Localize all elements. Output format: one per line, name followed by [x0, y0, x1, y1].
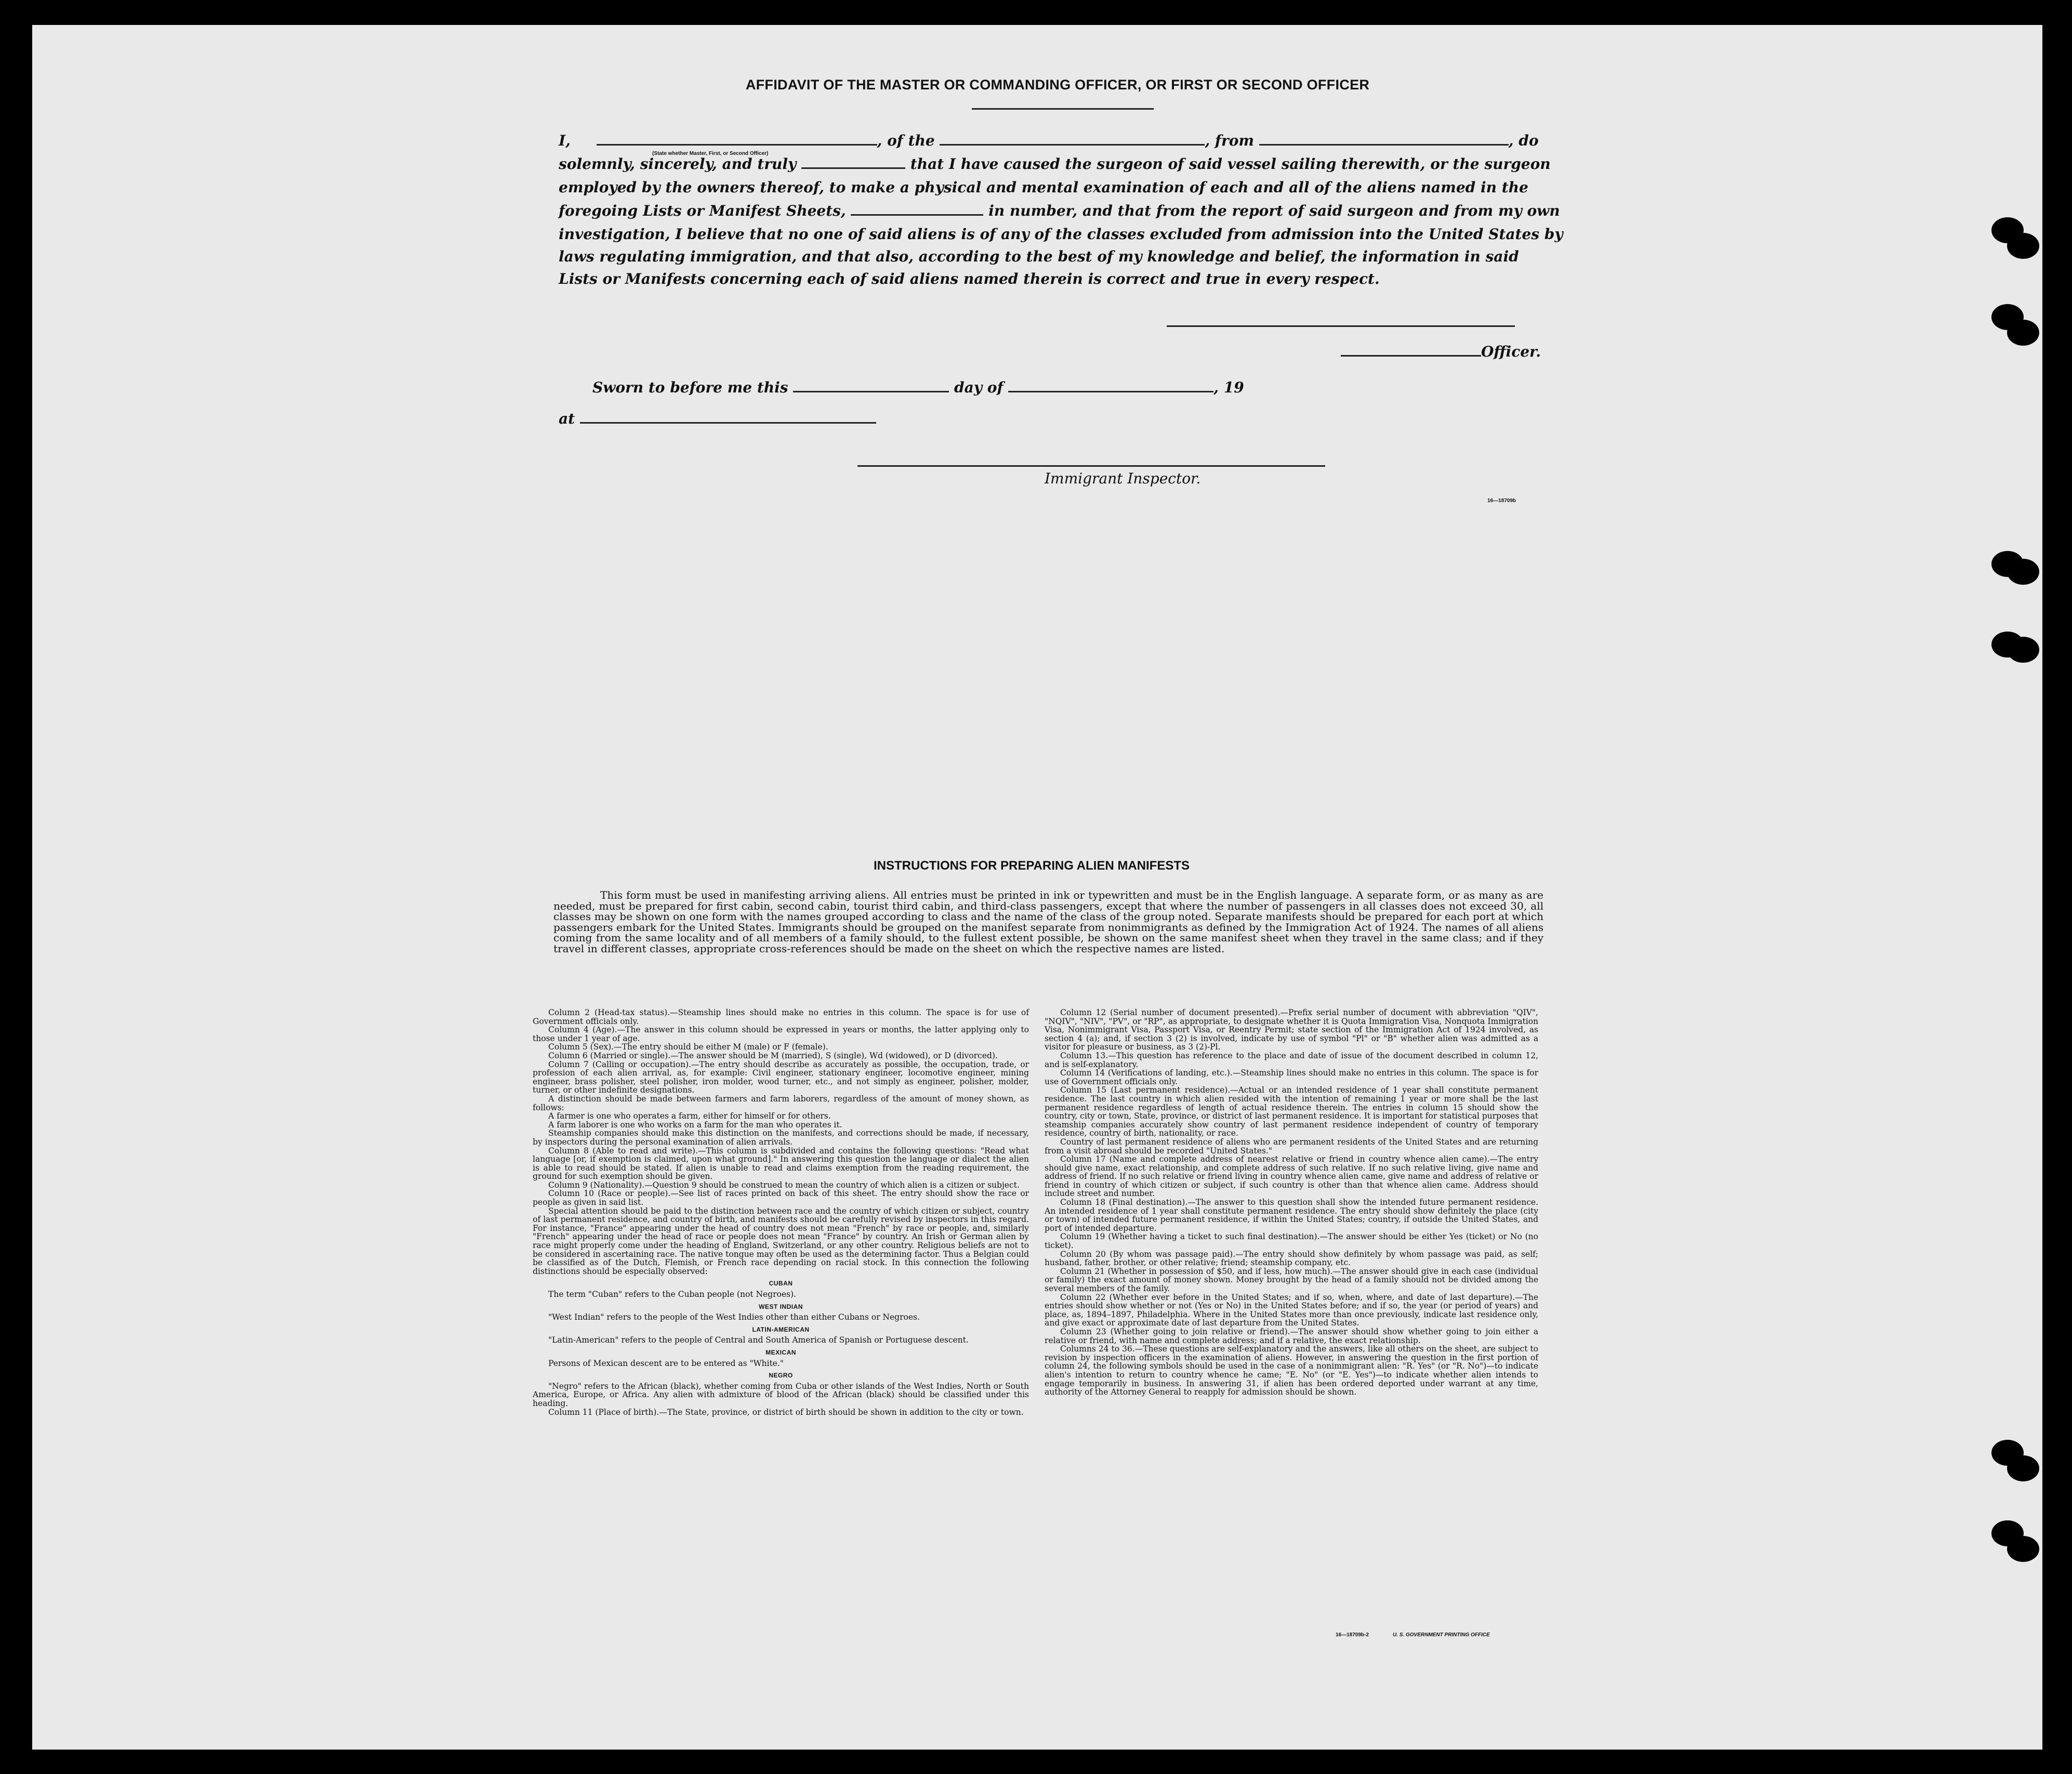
inspector-label: Immigrant Inspector.	[1045, 470, 1201, 487]
sworn-text: , 19	[1213, 379, 1244, 396]
negro-heading: NEGRO	[769, 1372, 793, 1379]
binder-hole	[2007, 1455, 2039, 1481]
oath-word-field[interactable]	[801, 167, 905, 169]
westindian-text: "West Indian" refers to the people of the West Indies other than either Cubans or Negroes.	[548, 1312, 920, 1322]
aff-text: in number, and that from the report of said surgeon and from my own	[988, 202, 1560, 219]
instruction-paragraph: Column 5 (Sex).—The entry should be either M (male) or F (female).	[548, 1042, 828, 1052]
aff-text: foregoing Lists or Manifest Sheets,	[559, 202, 846, 219]
signature-line[interactable]	[1167, 325, 1515, 327]
instruction-paragraph: Column 10 (Race or people).—See list of races printed on back of this sheet. The entry should show the race or people as given in said list.	[533, 1189, 1029, 1207]
instruction-paragraph: Column 13.—This question has reference to the place and date of issue of the document described in column 12, and is self-explanatory.	[1045, 1050, 1538, 1069]
officer-rank-hint: (State whether Master, First, or Second Officer)	[652, 151, 769, 156]
sworn-line	[592, 377, 1582, 399]
binder-hole	[2007, 559, 2039, 585]
inspector-signature-line[interactable]	[857, 465, 1325, 467]
officer-rank-field[interactable]	[597, 144, 877, 146]
instructions-title: INSTRUCTIONS FOR PREPARING ALIEN MANIFESTS	[873, 859, 1190, 873]
affidavit-line-2	[559, 153, 1549, 175]
at-line	[559, 408, 922, 430]
latin-heading: LATIN-AMERICAN	[752, 1325, 810, 1333]
aff-ofthe: , of the	[877, 132, 935, 149]
port-from-field[interactable]	[1259, 144, 1509, 146]
instruction-paragraph: Column 8 (Able to read and write).—This column is subdivided and contains the following questions: "Read what language [or, if exemption is claimed, upon what ground]." In answering this question the language or dialect the alien is able to read should be stated. If alien is unable to read and claims exemption from the reading requirement, the ground for such exemption should be given.	[533, 1146, 1029, 1181]
instruction-paragraph: Column 22 (Whether ever before in the United States; and if so, when, where, and date of last departure).—The entries should show whether or not (Yes or No) in the United States before; and if so, the year (or period of years) and place, as, 1894–1897, Philadelphia. Where in the United States more than once previously, indicate last residence only, and give exact or approximate date of last departure from the United States.	[1045, 1292, 1538, 1328]
instruction-paragraph: A farm laborer is one who works on a farm for the man who operates it.	[548, 1120, 842, 1129]
cuban-text: The term "Cuban" refers to the Cuban people (not Negroes).	[548, 1290, 796, 1299]
cuban-heading: CUBAN	[769, 1280, 793, 1287]
affidavit-line-7: Lists or Manifests concerning each of said aliens named therein is correct and true in every respect.	[559, 270, 1380, 287]
sworn-day-field[interactable]	[793, 391, 949, 392]
instruction-paragraph: Column 7 (Calling or occupation).—The entry should describe as accurately as possible, the occupation, trade, or profession of each alien arrival, as, for example: Civil engineer, stationary engineer, locomotive engineer, mining engineer, brass polisher, steel polisher, iron molder, wood turner, etc., and not simply as engineer, polisher, molder, turner, or other indefinite designations.	[533, 1059, 1029, 1095]
officer-label: Officer.	[1481, 343, 1541, 360]
instruction-paragraph: Column 18 (Final destination).—The answer to this question shall show the intended future permanent residence. An intended residence of 1 year shall constitute permanent residence. The entry should show definitely the place (city or town) of intended future permanent residence, if within the United States; country, if outside the United States, and port of intended departure.	[1045, 1198, 1538, 1233]
instructions-right-column	[1045, 1008, 1538, 1397]
instruction-paragraph: Column 12 (Serial number of document presented).—Prefix serial number of document with abbreviation "QIV", "NQIV", "NIV", "PV", or "RP", as appropriate, to designate whether it is Quota Immigration Visa, Nonquota Immigration Visa, Nonimmigrant Visa, Passport Visa, or Reentry Permit; state section of the Immigration Act of 1924 involved, as section 4 (a); and, if section 3 (2) is involved, indicate by use of symbol "Pl" or "B" whether alien was admitted as a visitor for pleasure or business, as 3 (2)-Pl.	[1045, 1008, 1538, 1052]
sworn-month-field[interactable]	[1008, 391, 1213, 392]
instruction-paragraph: Column 15 (Last permanent residence).—Actual or an intended residence of 1 year shall constitute permanent residence. The last country in which alien resided with the intention of remaining 1 year or more shall be the last permanent residence regardless of length of actual residence therein. The entries in column 15 should show the country, city or town, State, province, or district of last permanent residence. It is important for statistical purposes that steamship companies accurately show country of last permanent residence independent of country of temporary residence, country of birth, nationality, or race.	[1045, 1085, 1538, 1138]
intro-text: This form must be used in manifesting arriving aliens. All entries must be printed in ink or typewritten and must be in the English language. A separate form, or as many as are needed, must be prepared for first cabin, second cabin, tourist third cabin, and third-class passengers, except that where the number of passengers in all classes does not exceed 30, all classes may be shown on one form with the names grouped according to class and the name of the class of the group noted. Separate manifests should be prepared for each port at which passengers embark for the United States. Immigrants should be grouped on the manifest separate from nonimmigrants as defined by the Immigration Act of 1924. The names of all aliens coming from the same locality and of all members of a family should, to the fullest extent possible, be shown on the same manifest sheet when they travel in the same class; and if they travel in different classes, appropriate cross-references should be made on the sheet on which the respective names are listed.	[553, 889, 1543, 955]
instruction-paragraph: Column 20 (By whom was passage paid).—The entry should show definitely by whom passage was paid, as self; husband, father, brother, or other relative; friend; steamship company, etc.	[1045, 1249, 1538, 1268]
footer-printer: U. S. GOVERNMENT PRINTING OFFICE	[1393, 1632, 1490, 1638]
instruction-paragraph: Column 4 (Age).—The answer in this column should be expressed in years or months, the latter applying only to those under 1 year of age.	[533, 1025, 1029, 1043]
instruction-paragraph: Column 2 (Head-tax status).—Steamship lines should make no entries in this column. The space is for use of Government officials only.	[533, 1008, 1029, 1026]
sworn-place-field[interactable]	[580, 422, 876, 424]
instruction-paragraph: Columns 24 to 36.—These questions are self-explanatory and the answers, like all others on the sheet, are subject to revision by inspection officers in the examination of aliens. However, in answering the question in the first portion of column 24, the following symbols should be used in the case of a nonimmigrant alien: "R. Yes" (or "R. No")—to indicate alien's intention to return to country whence he came; "E. No" (or "E. Yes")—to indicate whether alien intends to engage temporarily in business. In answering 31, if alien has been ordered deported under warrant at any time, authority of the Attorney General to reapply for admission should be shown.	[1045, 1344, 1538, 1397]
at-label: at	[559, 410, 575, 427]
mexican-heading: MEXICAN	[766, 1348, 796, 1356]
sheet-count-field[interactable]	[851, 214, 983, 216]
binder-hole	[2007, 1536, 2039, 1562]
affidavit-title: AFFIDAVIT OF THE MASTER OR COMMANDING OFFICER, OR FIRST OR SECOND OFFICER	[745, 77, 1370, 93]
affidavit-line-3: employed by the owners thereof, to make a physical and mental examination of each and all of the aliens named in the	[559, 179, 1528, 196]
negro-text: "Negro" refers to the African (black), whether coming from Cuba or other islands of the West Indies, North or South America, Europe, or Africa. Any alien with admixture of blood of the African (black) should be classified under this heading.	[533, 1381, 1029, 1408]
instruction-paragraph: Column 17 (Name and complete address of nearest relative or friend in country whence alien came).—The entry should give name, exact relationship, and complete address of such relative. If no such relative living, give name and address of friend. If no such relative or friend living in country whence alien came, give name and address of relative or friend in country of which citizen or subject, if such country is other than that whence alien came. Address should include street and number.	[1045, 1154, 1538, 1199]
form-code: 16—18709b	[1487, 498, 1516, 504]
affidavit-line-4	[559, 200, 1560, 222]
latin-text: "Latin-American" refers to the people of Central and South America of Spanish or Portuguese descent.	[548, 1335, 969, 1345]
binder-hole	[2007, 233, 2039, 259]
mexican-text: Persons of Mexican descent are to be entered as "White."	[548, 1358, 784, 1368]
instruction-paragraph: Column 21 (Whether in possession of $50, and if less, how much).—The answer should give in each case (individual or family) the exact amount of money shown. Money brought by the head of a family should not be divided among the several members of the family.	[1045, 1266, 1538, 1293]
column-11-text: Column 11 (Place of birth).—The State, province, or district of birth should be shown in addition to the city or town.	[548, 1407, 1024, 1417]
binder-hole	[2007, 637, 2039, 663]
vessel-name-field[interactable]	[940, 144, 1205, 146]
instruction-paragraph: A distinction should be made between farmers and farm laborers, regardless of the amount of money shown, as follows:	[533, 1094, 1029, 1112]
sworn-text: day of	[954, 379, 1004, 396]
instruction-paragraph: Column 9 (Nationality).—Question 9 should be construed to mean the country of which alien is a citizen or subject.	[548, 1180, 1020, 1190]
instruction-paragraph: Country of last permanent residence of aliens who are permanent residents of the United States and are returning from a visit abroad should be recorded "United States."	[1045, 1137, 1538, 1155]
sworn-text: Sworn to before me this	[592, 379, 788, 396]
instruction-paragraph: A farmer is one who operates a farm, either for himself or for others.	[548, 1111, 831, 1121]
aff-i: I,	[559, 132, 571, 149]
aff-do: , do	[1508, 132, 1539, 149]
instruction-paragraph: Column 14 (Verifications of landing, etc.).—Steamship lines should make no entries in this column. The space is for use of Government officials only.	[1045, 1068, 1538, 1086]
title-rule	[972, 108, 1154, 110]
affidavit-line-1	[559, 130, 1549, 152]
westindian-heading: WEST INDIAN	[759, 1303, 803, 1310]
footer-code: 16—18709b-2	[1336, 1632, 1369, 1638]
affidavit-line-6: laws regulating immigration, and that also, according to the best of my knowledge and belief, the information in said	[559, 248, 1519, 265]
instruction-paragraph: Special attention should be paid to the distinction between race and the country of which citizen or subject, country of last permanent residence, and country of birth, and manifests should be carefully revised by inspectors in this regard. For instance, "France" appearing under the head of country does not mean "French" by race or people, and, similarly "French" appearing under the head of race or people does not mean "France" by country. An Irish or German alien by race might properly come under the heading of England, Switzerland, or any other country. Religious beliefs are not to be considered in ascertaining race. The native tongue may often be used as the determining factor. Thus a Belgian could be classified as of the Dutch, Flemish, or French race depending on racial stock. In this connection the following distinctions should be especially observed:	[533, 1206, 1029, 1276]
instruction-paragraph: Column 6 (Married or single).—The answer should be M (married), S (single), Wd (widowed), or D (divorced).	[548, 1050, 998, 1060]
aff-from: , from	[1205, 132, 1255, 149]
officer-title-field[interactable]	[1341, 355, 1481, 357]
instruction-paragraph: Steamship companies should make this distinction on the manifests, and corrections should be made, if necessary, by inspectors during the personal examination of alien arrivals.	[533, 1128, 1029, 1147]
instruction-paragraph: Column 19 (Whether having a ticket to such final destination).—The answer should be either Yes (ticket) or No (no ticket).	[1045, 1232, 1538, 1251]
instructions-left-column	[533, 1008, 1029, 1416]
aff-text: solemnly, sincerely, and truly	[559, 155, 797, 173]
instructions-intro	[553, 890, 1543, 954]
binder-hole	[2007, 320, 2039, 346]
aff-text: that I have caused the surgeon of said vessel sailing therewith, or the surgeon	[910, 155, 1551, 173]
instruction-paragraph: Column 23 (Whether going to join relative or friend).—The answer should show whether going to join either a relative or friend, with name and complete address; and if a relative, the exact relationship.	[1045, 1326, 1538, 1345]
officer-line	[1341, 341, 1549, 363]
affidavit-line-5: investigation, I believe that no one of said aliens is of any of the classes excluded from admission into the United States by	[559, 226, 1563, 243]
